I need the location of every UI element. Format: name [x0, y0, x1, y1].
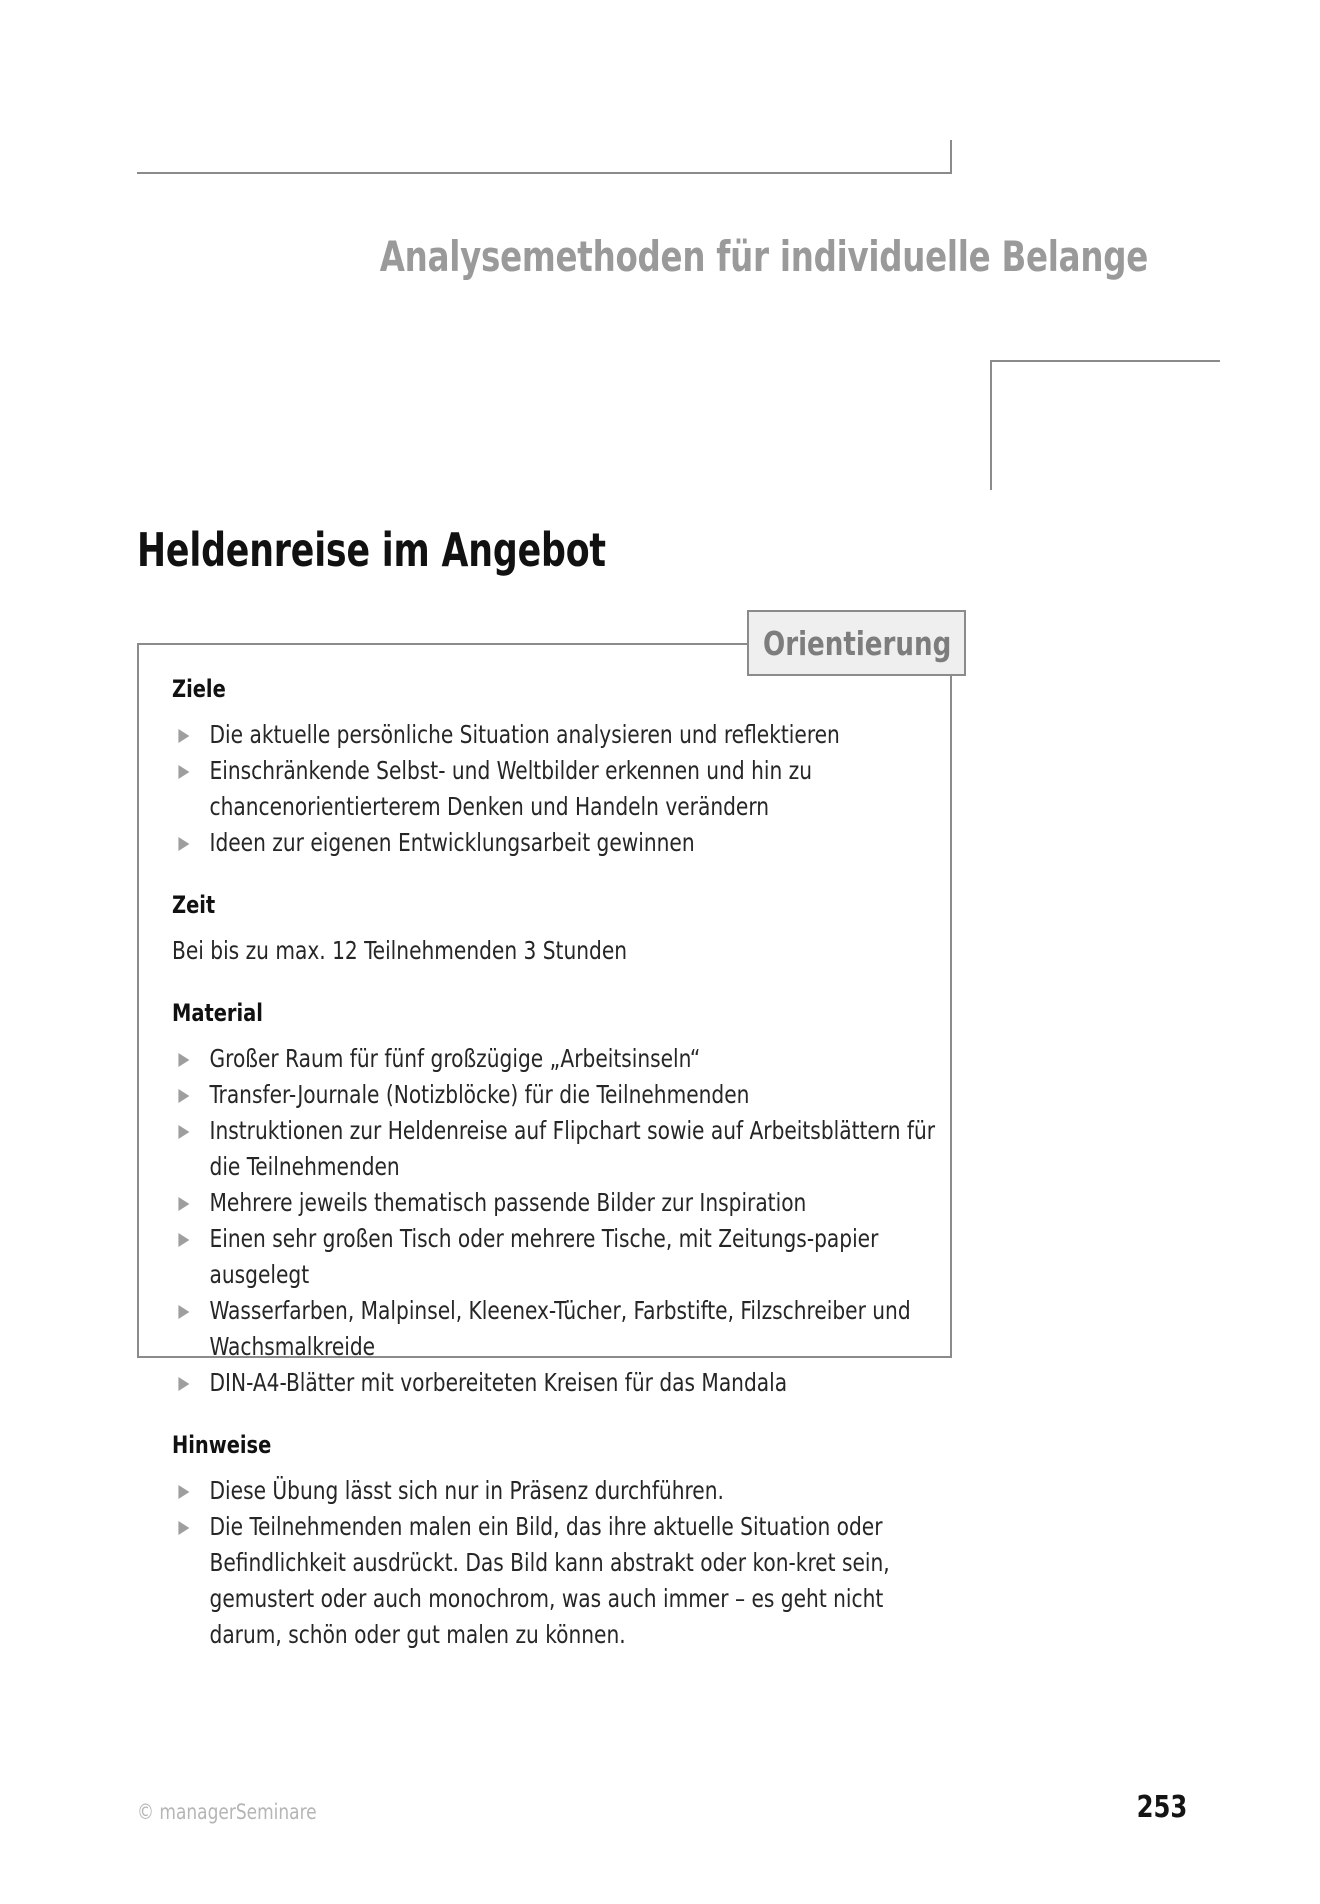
bullet-triangle-icon [178, 1197, 189, 1211]
section-heading-hinweise: Hinweise [172, 1431, 272, 1459]
list-item [172, 1077, 948, 1113]
section-list-ziele [172, 717, 912, 861]
section-list-material [172, 1041, 936, 1401]
bullet-triangle-icon [178, 1053, 189, 1067]
list-item [172, 1293, 948, 1365]
list-item [172, 825, 948, 861]
section-heading-ziele: Ziele [172, 675, 226, 703]
list-item [172, 1221, 948, 1293]
bullet-triangle-icon [178, 729, 189, 743]
list-item [172, 1509, 948, 1653]
list-item-text: Die aktuelle persönliche Situation analysieren und reflektieren [209, 720, 840, 749]
list-item [172, 1041, 948, 1077]
decorative-rule-mid-horizontal [990, 360, 1220, 362]
section-heading-material: Material [172, 999, 263, 1027]
running-head: Analysemethoden für individuelle Belange [379, 232, 1149, 281]
list-item-text: Einschränkende Selbst- und Weltbilder erkennen und hin zu chancenorientierterem Denken und Handeln verändern [209, 756, 813, 821]
list-item-text: Wasserfarben, Malpinsel, Kleenex-Tücher, Farbstifte, Filzschreiber und Wachsmalkreide [209, 1296, 911, 1361]
section-text-zeit: Bei bis zu max. 12 Teilnehmenden 3 Stunden [172, 936, 628, 965]
list-item-text: Instruktionen zur Heldenreise auf Flipchart sowie auf Arbeitsblättern für die Teilnehmenden [209, 1116, 936, 1181]
bullet-triangle-icon [178, 1377, 189, 1391]
footer-page-number: 253 [1136, 1790, 1187, 1825]
list-item-text: Transfer-Journale (Notizblöcke) für die Teilnehmenden [209, 1080, 750, 1109]
list-item-text: Diese Übung lässt sich nur in Präsenz durchführen. [209, 1476, 724, 1505]
bullet-triangle-icon [178, 1485, 189, 1499]
list-item [172, 717, 948, 753]
list-item [172, 753, 948, 825]
list-item [172, 1185, 948, 1221]
bullet-triangle-icon [178, 1233, 189, 1247]
bullet-triangle-icon [178, 1305, 189, 1319]
list-item [172, 1473, 948, 1509]
page-title: Heldenreise im Angebot [137, 522, 606, 577]
list-item [172, 1113, 948, 1185]
decorative-rule-top-horizontal [137, 172, 952, 174]
list-item-text: Ideen zur eigenen Entwicklungsarbeit gewinnen [209, 828, 695, 857]
bullet-triangle-icon [178, 837, 189, 851]
list-item-text: DIN-A4-Blätter mit vorbereiteten Kreisen für das Mandala [209, 1368, 788, 1397]
category-tab-label: Orientierung [763, 623, 952, 663]
bullet-triangle-icon [178, 1521, 189, 1535]
list-item-text: Großer Raum für fünf großzügige „Arbeitsinseln“ [209, 1044, 701, 1073]
list-item-text: Die Teilnehmenden malen ein Bild, das ihre aktuelle Situation oder Befindlichkeit ausdrückt. Das Bild kann abstrakt oder kon-kret sein, gemustert oder auch monochrom, was auch immer – es geht nicht darum, schön oder gut malen zu können. [209, 1512, 890, 1649]
footer-copyright: © managerSeminare [137, 1800, 317, 1824]
info-box-content [172, 675, 936, 1653]
section-list-hinweise [172, 1473, 912, 1653]
decorative-rule-mid-vertical [990, 360, 992, 490]
bullet-triangle-icon [178, 1089, 189, 1103]
bullet-triangle-icon [178, 765, 189, 779]
decorative-rule-top-vertical [950, 140, 952, 174]
list-item [172, 1365, 948, 1401]
list-item-text: Mehrere jeweils thematisch passende Bilder zur Inspiration [209, 1188, 807, 1217]
section-heading-zeit: Zeit [172, 891, 216, 919]
bullet-triangle-icon [178, 1125, 189, 1139]
list-item-text: Einen sehr großen Tisch oder mehrere Tische, mit Zeitungs-papier ausgelegt [209, 1224, 879, 1289]
category-tab-orientierung [747, 610, 966, 676]
